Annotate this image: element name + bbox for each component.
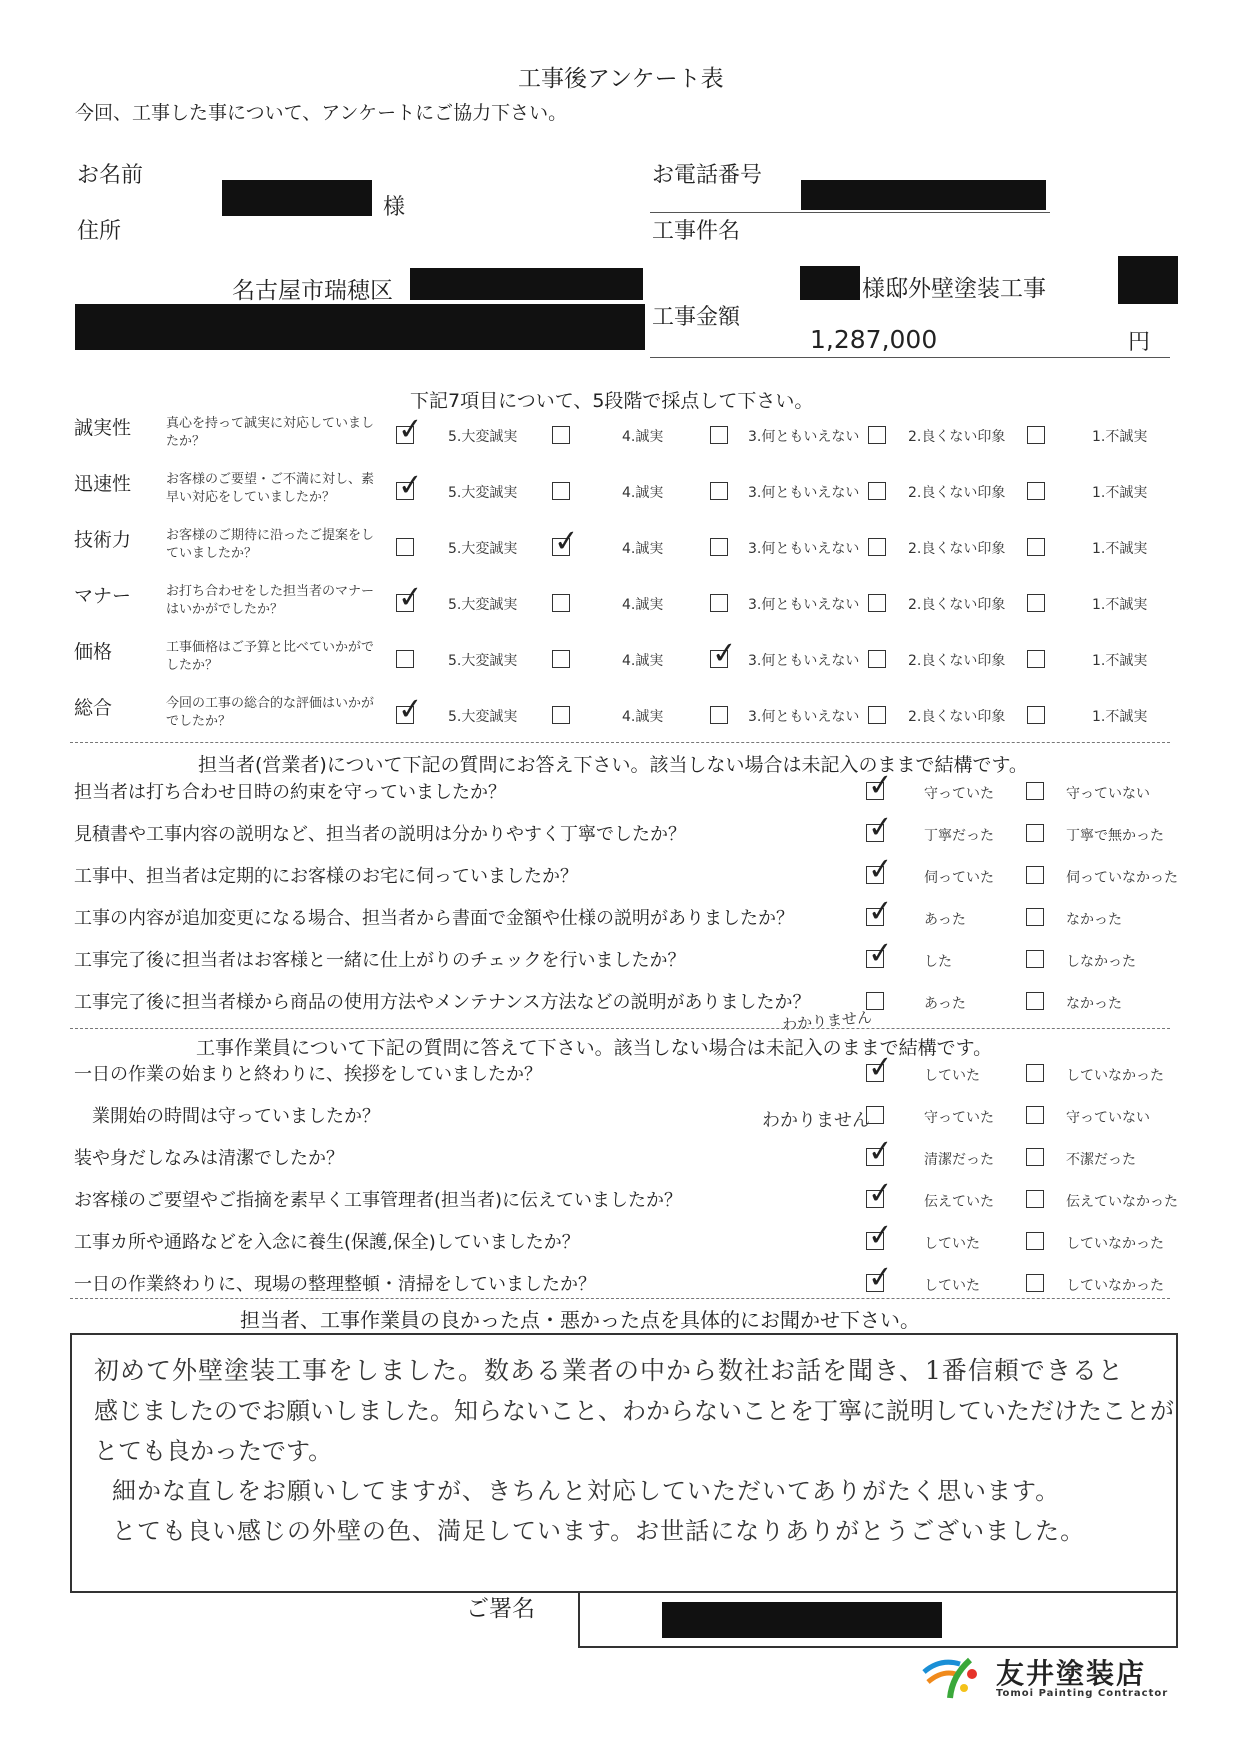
rating-checkbox[interactable] <box>1027 650 1045 668</box>
rating-category: 迅速性 <box>74 473 132 495</box>
rating-option-label: 3.何ともいえない <box>748 653 860 669</box>
comment-line-2: 感じましたのでお願いしました。知らないこと、わからないことを丁寧に説明していただけたことが <box>94 1397 1174 1425</box>
comment-line-5: とても良い感じの外壁の色、満足しています。お世話になりありがとうございました。 <box>112 1517 1086 1545</box>
rating-question: お客様のご要望・ご不満に対し、素早い対応をしていましたか？ <box>166 472 375 505</box>
rating-option-label: 5.大変誠実 <box>448 597 518 613</box>
phone-redaction <box>801 180 1046 210</box>
rating-checkbox[interactable] <box>868 482 886 500</box>
address-redaction-2 <box>75 304 645 350</box>
rating-option-label: 3.何ともいえない <box>748 429 860 445</box>
rating-option-label: 3.何ともいえない <box>748 709 860 725</box>
rating-checkbox[interactable] <box>552 594 570 612</box>
project-redaction-1 <box>800 266 860 300</box>
amount-value: 1,287,000 <box>810 325 938 354</box>
sales-no-label: なかった <box>1066 912 1122 928</box>
rating-option-label: 4.誠実 <box>622 541 664 557</box>
rating-question: 工事価格はご予算と比べていかがでしたか？ <box>166 640 375 673</box>
rating-category: 誠実性 <box>74 417 132 439</box>
rating-option-label: 2.良くない印象 <box>908 541 1006 557</box>
rating-checkbox[interactable] <box>396 650 414 668</box>
worker-yes-label: していた <box>924 1068 980 1084</box>
sales-no-label: 丁寧で無かった <box>1066 828 1164 844</box>
worker-no-checkbox[interactable] <box>1026 1232 1044 1250</box>
rating-category: 総合 <box>74 697 113 719</box>
brand-logo-icon <box>920 1652 984 1700</box>
rating-option-label: 2.良くない印象 <box>908 597 1006 613</box>
worker-question: 業開始の時間は守っていましたか？ <box>92 1106 380 1127</box>
rating-checkbox[interactable] <box>868 706 886 724</box>
rating-question: お客様のご期待に沿ったご提案をしていましたか？ <box>166 528 375 561</box>
sales-no-checkbox[interactable] <box>1026 866 1044 884</box>
sales-yes-label: 守っていた <box>924 786 994 802</box>
sales-yes-label: 丁寧だった <box>924 828 994 844</box>
rating-option-label: 2.良くない印象 <box>908 485 1006 501</box>
rating-option-label: 5.大変誠実 <box>448 541 518 557</box>
amount-label: 工事金額 <box>652 305 741 330</box>
check-mark-icon: ✓ <box>396 411 425 448</box>
rating-checkbox[interactable] <box>710 482 728 500</box>
sales-question: 見積書や工事内容の説明など、担当者の説明は分かりやすく丁寧でしたか？ <box>74 824 686 845</box>
name-label: お名前 <box>77 163 144 188</box>
brand-name: 友井塗装店 <box>996 1657 1147 1690</box>
rating-checkbox[interactable] <box>552 650 570 668</box>
worker-yes-label: 清潔だった <box>924 1152 994 1168</box>
rating-option-label: 4.誠実 <box>622 653 664 669</box>
rating-option-label: 5.大変誠実 <box>448 709 518 725</box>
sales-heading: 担当者(営業者)について下記の質問にお答え下さい。該当しない場合は未記入のままで結構です。 <box>198 754 1028 776</box>
worker-no-label: 伝えていなかった <box>1066 1194 1178 1210</box>
rating-checkbox[interactable] <box>868 538 886 556</box>
sales-question: 工事完了後に担当者様から商品の使用方法やメンテナンス方法などの説明がありましたか？ <box>74 992 811 1013</box>
rating-question: 真心を持って誠実に対応していましたか？ <box>166 416 375 449</box>
worker-handwritten-note: わかりません <box>762 1110 870 1131</box>
worker-yes-label: 伝えていた <box>924 1194 994 1210</box>
check-mark-icon: ✓ <box>710 635 739 672</box>
sales-yes-label: 伺っていた <box>924 870 994 886</box>
check-mark-icon: ✓ <box>866 851 895 888</box>
comment-heading: 担当者、工事作業員の良かった点・悪かった点を具体的にお聞かせ下さい。 <box>240 1308 920 1332</box>
worker-no-checkbox[interactable] <box>1026 1190 1044 1208</box>
brand-english: Tomoi Painting Contractor <box>996 1688 1169 1699</box>
worker-no-label: していなかった <box>1066 1068 1164 1084</box>
rating-checkbox[interactable] <box>710 706 728 724</box>
rating-option-label: 4.誠実 <box>622 597 664 613</box>
sales-question: 担当者は打ち合わせ日時の約束を守っていましたか？ <box>74 782 506 803</box>
rating-option-label: 5.大変誠実 <box>448 485 518 501</box>
intro-text: 今回、工事した事について、アンケートにご協力下さい。 <box>75 102 568 124</box>
rating-checkbox[interactable] <box>1027 594 1045 612</box>
sales-handwritten-note: わかりません <box>781 1008 873 1034</box>
comment-line-1: 初めて外壁塗装工事をしました。数ある業者の中から数社お話を聞き、1番信頼できると <box>94 1356 1124 1385</box>
rating-question: 今回の工事の総合的な評価はいかがでしたか？ <box>166 696 375 729</box>
section-divider <box>70 1028 1170 1029</box>
rating-option-label: 2.良くない印象 <box>908 709 1006 725</box>
check-mark-icon: ✓ <box>552 523 581 560</box>
phone-label: お電話番号 <box>652 163 763 188</box>
worker-no-checkbox[interactable] <box>1026 1064 1044 1082</box>
rating-checkbox[interactable] <box>552 482 570 500</box>
name-suffix: 様 <box>383 195 406 220</box>
check-mark-icon: ✓ <box>866 1133 895 1170</box>
rating-checkbox[interactable] <box>710 426 728 444</box>
rating-option-label: 2.良くない印象 <box>908 653 1006 669</box>
rating-option-label: 3.何ともいえない <box>748 485 860 501</box>
signature-label: ご署名 <box>466 1596 535 1622</box>
rating-heading: 下記7項目について、5段階で採点して下さい。 <box>410 390 814 412</box>
worker-question: 一日の作業終わりに、現場の整理整頓・清掃をしていましたか？ <box>74 1274 596 1295</box>
worker-no-checkbox[interactable] <box>1026 1148 1044 1166</box>
comment-box <box>70 1333 1178 1593</box>
check-mark-icon: ✓ <box>866 1217 895 1254</box>
rating-checkbox[interactable] <box>1027 482 1045 500</box>
page-title: 工事後アンケート表 <box>518 66 724 92</box>
section-divider <box>70 1298 1170 1299</box>
sales-no-checkbox[interactable] <box>1026 824 1044 842</box>
sales-question: 工事中、担当者は定期的にお客様のお宅に伺っていましたか？ <box>74 866 578 887</box>
section-divider <box>70 742 1170 743</box>
sales-yes-label: あった <box>924 996 966 1012</box>
rating-checkbox[interactable] <box>868 426 886 444</box>
rating-checkbox[interactable] <box>1027 538 1045 556</box>
rating-option-label: 3.何ともいえない <box>748 541 860 557</box>
sales-yes-label: あった <box>924 912 966 928</box>
rating-checkbox[interactable] <box>710 594 728 612</box>
project-value: 様邸外壁塗装工事 <box>862 276 1046 302</box>
rating-checkbox[interactable] <box>552 426 570 444</box>
sales-no-label: しなかった <box>1066 954 1136 970</box>
amount-unit: 円 <box>1128 330 1151 355</box>
worker-question: 装や身だしなみは清潔でしたか？ <box>74 1148 344 1169</box>
check-mark-icon: ✓ <box>396 467 425 504</box>
sales-yes-label: した <box>924 954 952 970</box>
worker-yes-label: していた <box>924 1278 980 1294</box>
worker-no-checkbox[interactable] <box>1026 1106 1044 1124</box>
rating-option-label: 3.何ともいえない <box>748 597 860 613</box>
rating-question: お打ち合わせをした担当者のマナーはいかがでしたか？ <box>166 584 375 617</box>
signature-redaction <box>662 1602 942 1638</box>
sales-no-label: 伺っていなかった <box>1066 870 1178 886</box>
project-label: 工事件名 <box>652 219 741 244</box>
project-redaction-2 <box>1118 256 1178 304</box>
rating-option-label: 1.不誠実 <box>1092 709 1148 725</box>
sales-no-label: 守っていない <box>1066 786 1150 802</box>
sales-no-checkbox[interactable] <box>1026 950 1044 968</box>
rating-option-label: 4.誠実 <box>622 429 664 445</box>
rating-category: 価格 <box>74 641 113 663</box>
check-mark-icon: ✓ <box>396 691 425 728</box>
rating-option-label: 1.不誠実 <box>1092 597 1148 613</box>
sales-question: 工事完了後に担当者はお客様と一緒に仕上がりのチェックを行いましたか？ <box>74 950 686 971</box>
rating-checkbox[interactable] <box>552 706 570 724</box>
rating-checkbox[interactable] <box>396 538 414 556</box>
rating-option-label: 4.誠実 <box>622 709 664 725</box>
sales-no-label: なかった <box>1066 996 1122 1012</box>
worker-yes-label: していた <box>924 1236 980 1252</box>
rating-checkbox[interactable] <box>710 538 728 556</box>
rating-category: マナー <box>74 585 132 607</box>
worker-no-checkbox[interactable] <box>1026 1274 1044 1292</box>
worker-no-label: していなかった <box>1066 1236 1164 1252</box>
check-mark-icon: ✓ <box>866 935 895 972</box>
check-mark-icon: ✓ <box>866 893 895 930</box>
rating-checkbox[interactable] <box>868 650 886 668</box>
rating-option-label: 1.不誠実 <box>1092 429 1148 445</box>
amount-underline <box>650 357 1170 358</box>
worker-yes-label: 守っていた <box>924 1110 994 1126</box>
worker-no-label: 不潔だった <box>1066 1152 1136 1168</box>
worker-no-label: していなかった <box>1066 1278 1164 1294</box>
check-mark-icon: ✓ <box>866 1049 895 1086</box>
worker-heading: 工事作業員について下記の質問に答えて下さい。該当しない場合は未記入のままで結構です。 <box>196 1037 993 1059</box>
comment-line-4: 細かな直しをお願いしてますが、きちんと対応していただいてありがたく思います。 <box>112 1477 1061 1505</box>
rating-option-label: 5.大変誠実 <box>448 653 518 669</box>
rating-option-label: 1.不誠実 <box>1092 653 1148 669</box>
address-label: 住所 <box>77 219 122 244</box>
address-redaction-1 <box>410 268 643 300</box>
check-mark-icon: ✓ <box>866 1259 895 1296</box>
comment-line-3: とても良かったです。 <box>94 1437 333 1465</box>
rating-category: 技術力 <box>74 529 132 551</box>
check-mark-icon: ✓ <box>396 579 425 616</box>
rating-option-label: 2.良くない印象 <box>908 429 1006 445</box>
address-value: 名古屋市瑞穂区 <box>232 278 393 304</box>
check-mark-icon: ✓ <box>866 1175 895 1212</box>
worker-no-label: 守っていない <box>1066 1110 1150 1126</box>
check-mark-icon: ✓ <box>866 767 895 804</box>
rating-option-label: 4.誠実 <box>622 485 664 501</box>
rating-option-label: 1.不誠実 <box>1092 485 1148 501</box>
worker-question: 一日の作業の始まりと終わりに、挨拶をしていましたか？ <box>74 1064 542 1085</box>
worker-question: お客様のご要望やご指摘を素早く工事管理者(担当者)に伝えていましたか？ <box>74 1190 683 1211</box>
phone-underline <box>650 212 1050 213</box>
name-redaction <box>222 180 372 216</box>
rating-checkbox[interactable] <box>1027 426 1045 444</box>
rating-checkbox[interactable] <box>868 594 886 612</box>
sales-no-checkbox[interactable] <box>1026 782 1044 800</box>
check-mark-icon: ✓ <box>866 809 895 846</box>
sales-question: 工事の内容が追加変更になる場合、担当者から書面で金額や仕様の説明がありましたか？ <box>74 908 794 929</box>
rating-option-label: 1.不誠実 <box>1092 541 1148 557</box>
worker-question: 工事カ所や通路などを入念に養生(保護,保全)していましたか？ <box>74 1232 580 1253</box>
sales-no-checkbox[interactable] <box>1026 992 1044 1010</box>
rating-option-label: 5.大変誠実 <box>448 429 518 445</box>
rating-checkbox[interactable] <box>1027 706 1045 724</box>
sales-no-checkbox[interactable] <box>1026 908 1044 926</box>
